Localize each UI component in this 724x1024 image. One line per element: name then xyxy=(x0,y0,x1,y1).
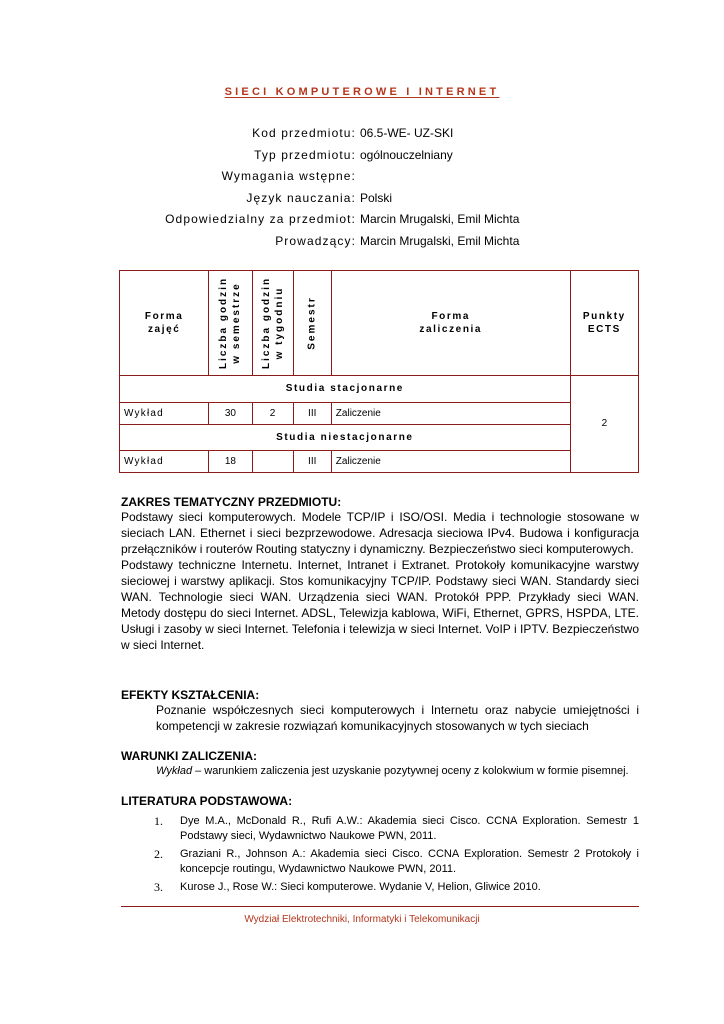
footer-divider xyxy=(121,906,639,907)
requirements-lead: Wykład xyxy=(156,765,193,777)
header-form: Forma zajęć xyxy=(120,271,209,376)
meta-value: ogólnouczelniany xyxy=(360,147,453,162)
cell-form: Wykład xyxy=(120,402,209,424)
requirements-body: – warunkiem zaliczenia jest uzyskanie pozytywnej oceny z kolokwium w formie pisemnej. xyxy=(192,765,629,777)
header-hours-semester: Liczba godzin w semestrze xyxy=(209,271,252,376)
meta-row-instructors xyxy=(0,234,724,256)
cell-form: Wykład xyxy=(120,450,209,472)
footer-faculty: Wydział Elektrotechniki, Informatyki i Telekomunikacji xyxy=(244,914,480,925)
cell-assessment: Zaliczenie xyxy=(331,450,570,472)
section-outcomes xyxy=(121,688,639,734)
requirements-text xyxy=(156,763,639,779)
requirements-heading: WARUNKI ZALICZENIA: xyxy=(121,749,257,763)
section-literature xyxy=(121,794,639,895)
outcomes-text: Poznanie współczesnych sieci komputerowych i Internetu oraz nabycie umiejętności i kompetencji w zakresie rozwiązań komunikacyjnych stosowanych w tych sieciach xyxy=(156,703,639,733)
meta-row-code xyxy=(0,126,724,148)
cell-hours-semester: 18 xyxy=(209,450,252,472)
course-hours-table xyxy=(119,270,639,473)
section-full-time: Studia stacjonarne xyxy=(120,375,571,402)
cell-semester: III xyxy=(293,402,331,424)
meta-row-prerequisites xyxy=(0,169,724,191)
scope-paragraph-1: Podstawy sieci komputerowych. Modele TCP/IP i ISO/OSI. Media i technologie stosowane w sieciach LAN. Ethernet i sieci bezprzewodowe. Adresacja sieciowa IPv4. Budowa i konfiguracja przełączników i routerów Routing statyczny i dynamiczny. Bezpieczeństwo sieci komputerowych. xyxy=(121,510,639,556)
meta-label: Prowadzący: xyxy=(275,233,356,248)
scope-heading: ZAKRES TEMATYCZNY PRZEDMIOTU: xyxy=(121,495,342,509)
meta-value: Polski xyxy=(360,190,393,205)
meta-row-responsible xyxy=(0,212,724,234)
list-item xyxy=(154,880,639,895)
ects-value: 2 xyxy=(570,375,638,472)
meta-label: Odpowiedzialny za przedmiot: xyxy=(165,212,356,227)
list-item-text: Kurose J., Rose W.: Sieci komputerowe. Wydanie V, Helion, Gliwice 2010. xyxy=(180,881,541,893)
list-item-text: Dye M.A., McDonald R., Rufi A.W.: Akademia sieci Cisco. CCNA Exploration. Semestr 1 Podstawy sieci, Wydawnictwo Naukowe PWN, 2011. xyxy=(180,815,639,842)
meta-value: Marcin Mrugalski, Emil Michta xyxy=(360,233,520,248)
meta-label: Wymagania wstępne: xyxy=(221,169,356,184)
meta-value: 06.5-WE- UZ-SKI xyxy=(360,126,454,140)
table-row xyxy=(120,402,639,424)
table-header-row xyxy=(120,271,639,376)
list-item-number: 3. xyxy=(154,880,163,894)
outcomes-heading: EFEKTY KSZTAŁCENIA: xyxy=(121,688,260,702)
meta-row-type xyxy=(0,148,724,170)
cell-hours-week xyxy=(252,450,293,472)
document-title: SIECI KOMPUTEROWE I INTERNET xyxy=(224,86,500,98)
list-item-number: 1. xyxy=(154,814,163,828)
list-item-text: Graziani R., Johnson A.: Akademia sieci Cisco. CCNA Exploration. Semestr 2 Protokoły i koncepcje routingu, Wydawnictwo Naukowe PWN, 2011. xyxy=(180,848,639,875)
section-row xyxy=(120,424,639,450)
cell-hours-semester: 30 xyxy=(209,402,252,424)
meta-label: Typ przedmiotu: xyxy=(254,147,356,162)
section-row xyxy=(120,375,639,402)
list-item-number: 2. xyxy=(154,847,163,861)
cell-semester: III xyxy=(293,450,331,472)
literature-heading: LITERATURA PODSTAWOWA: xyxy=(121,794,293,808)
meta-value: Marcin Mrugalski, Emil Michta xyxy=(360,212,520,227)
cell-hours-week: 2 xyxy=(252,402,293,424)
header-assessment: Forma zaliczenia xyxy=(331,271,570,376)
table-row xyxy=(120,450,639,472)
header-hours-week: Liczba godzin w tygodniu xyxy=(252,271,293,376)
header-semester: Semestr xyxy=(293,271,331,376)
header-ects: Punkty ECTS xyxy=(570,271,638,376)
course-metadata xyxy=(0,126,724,256)
section-requirements xyxy=(121,749,639,779)
section-scope xyxy=(121,495,639,653)
scope-paragraph-2: Podstawy techniczne Internetu. Internet, Intranet i Extranet. Protokoły komunikacyjne warstwy sieciowej i warstwy aplikacji. Stos komunikacyjny TCP/IP. Podstawy sieci WAN. Standardy sieci WAN. Technologie sieci WAN. Urządzenia sieci WAN. Protokół PPP. Przykłady sieci WAN. Metody dostępu do sieci Internet. ADSL, Telewizja kablowa, WiFi, Ethernet, GPRS, HSPDA, LTE. Usługi i zasoby w sieci Internet. Telefonia i telewizja w sieci Internet. VoIP i IPTV. Bezpieczeństwo w sieci Internet. xyxy=(121,558,639,652)
meta-row-language xyxy=(0,191,724,213)
list-item xyxy=(154,847,639,876)
section-part-time: Studia niestacjonarne xyxy=(120,424,571,450)
list-item xyxy=(154,814,639,843)
cell-assessment: Zaliczenie xyxy=(331,402,570,424)
meta-label: Język nauczania: xyxy=(246,190,356,205)
meta-label: Kod przedmiotu: xyxy=(252,126,356,140)
